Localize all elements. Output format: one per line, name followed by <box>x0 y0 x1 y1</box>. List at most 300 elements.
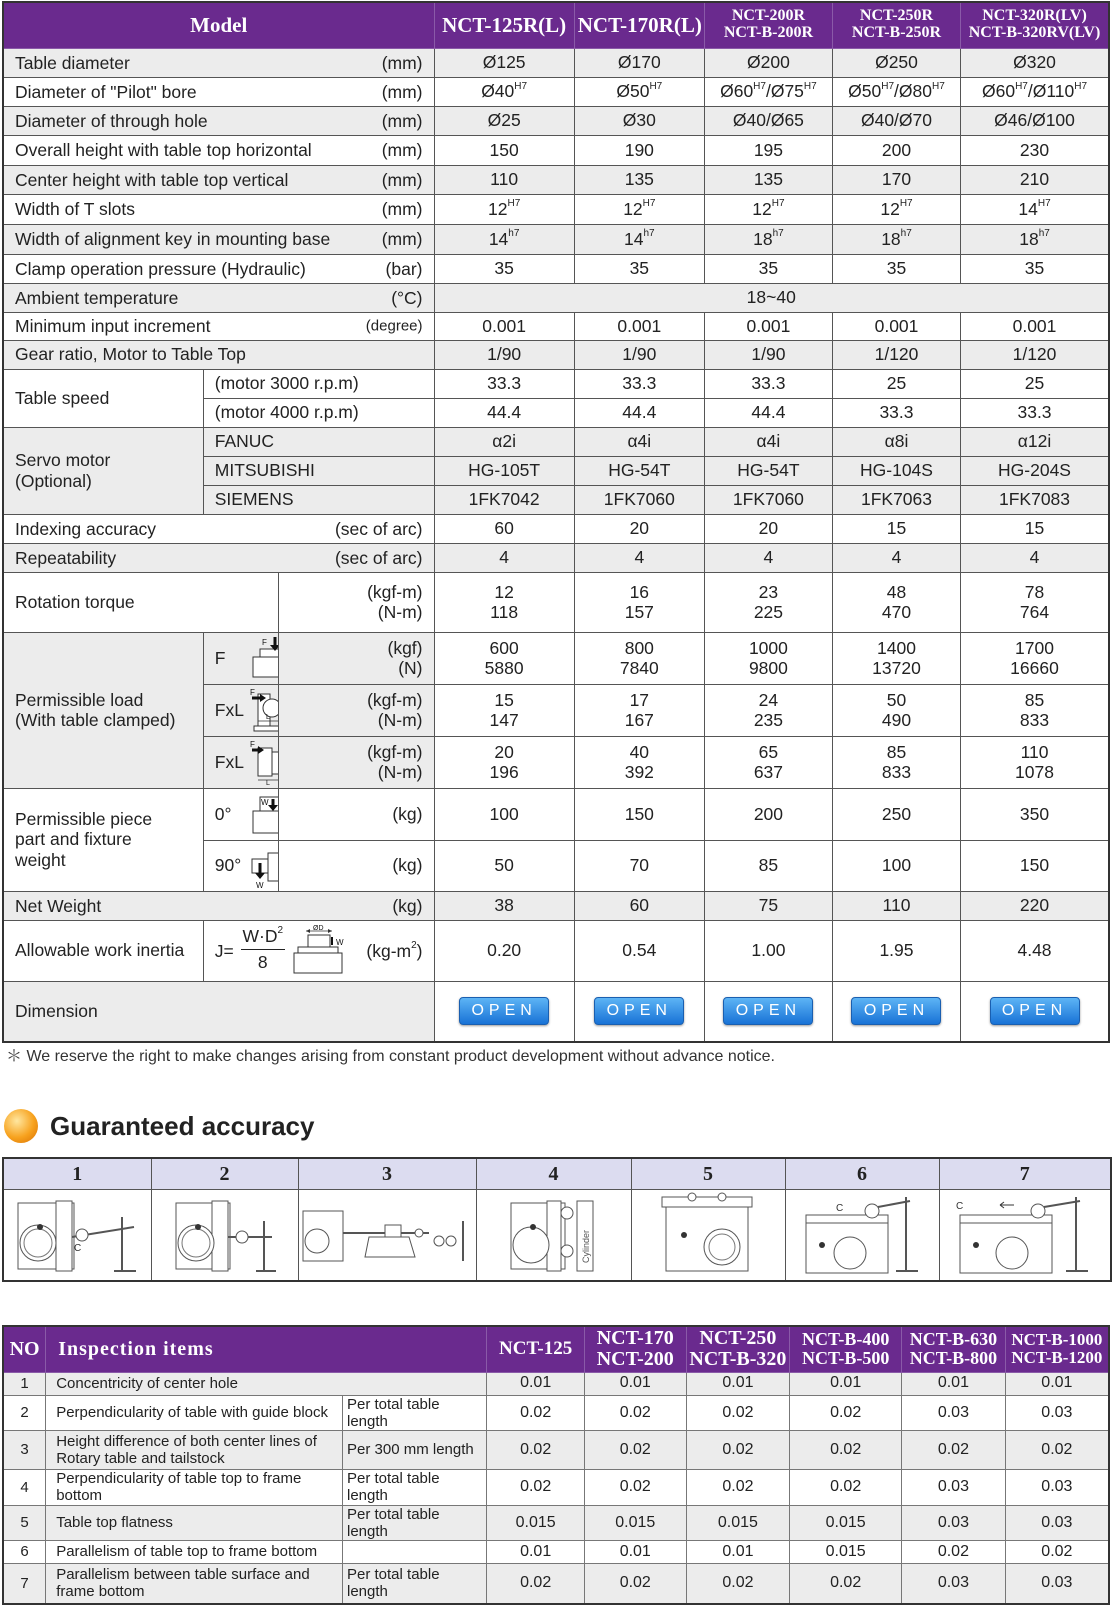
open-dimension-button-1[interactable]: OPEN <box>459 997 549 1025</box>
open-dimension-button-3[interactable]: OPEN <box>723 997 813 1025</box>
accuracy-col-header: 4 <box>476 1158 631 1190</box>
cell-value: $12^{H7}$ <box>704 194 832 224</box>
row-table-diameter <box>3 48 1109 77</box>
inspection-item: Table top flatness <box>46 1505 343 1541</box>
row-sublabel: SIEMENS <box>203 485 434 514</box>
formula-lhs: J= <box>214 940 234 961</box>
cell-value: Ø320 <box>961 48 1109 77</box>
cell-value: 170 <box>832 165 960 194</box>
cell-value: 195 <box>704 135 832 165</box>
row-sublabel: (motor 4000 r.p.m) <box>203 398 434 427</box>
row-table-speed-1 <box>3 369 1109 398</box>
model-header: Model <box>3 2 434 48</box>
inspection-model-header: NCT-B-630 NCT-B-800 <box>902 1326 1006 1372</box>
row-label: Diameter of through hole (mm) <box>3 106 434 135</box>
open-dimension-button-5[interactable]: OPEN <box>990 997 1080 1025</box>
accuracy-diagram-6 <box>785 1190 939 1282</box>
svg-text:C: C <box>955 1201 963 1212</box>
cell-value: $Ø40^{H7}$ <box>434 77 574 106</box>
cell-value: 1FK7060 <box>704 485 832 514</box>
row-label: Width of T slots (mm) <box>3 194 434 224</box>
cell-value: 210 <box>961 165 1109 194</box>
cell-value: Ø200 <box>704 48 832 77</box>
svg-text:W: W <box>255 880 264 889</box>
accuracy-col-header: 6 <box>785 1158 939 1190</box>
dimension-cell <box>574 981 704 1042</box>
spec-header-row <box>3 2 1109 48</box>
cell-value: 1/90 <box>434 340 574 369</box>
inspection-value: 0.02 <box>790 1431 902 1470</box>
cell-value: 250 <box>832 788 960 840</box>
cell-value: $14^{h7}$ <box>434 224 574 254</box>
cell-value: 200 <box>704 788 832 840</box>
row-label: Ambient temperature (°C) <box>3 283 434 312</box>
cell-value: 85 833 <box>832 736 960 788</box>
cell-value: 35 <box>961 254 1109 283</box>
model-header-5: NCT-320R(LV) NCT-B-320RV(LV) <box>961 2 1109 48</box>
cell-value: $Ø60^{H7}/Ø75^{H7}$ <box>704 77 832 106</box>
inspection-value: 0.02 <box>487 1431 585 1470</box>
inspection-no-header: NO <box>3 1326 46 1372</box>
row-load-f <box>3 632 1109 684</box>
inspection-value: 0.02 <box>790 1470 902 1506</box>
cell-value: 33.3 <box>832 398 960 427</box>
inspection-value: 0.01 <box>487 1541 585 1564</box>
accuracy-diagram-2 <box>151 1190 298 1282</box>
row-net-weight <box>3 891 1109 920</box>
row-sublabel: FANUC <box>203 427 434 456</box>
cell-value: 15 <box>832 514 960 543</box>
cell-value: 15 <box>961 514 1109 543</box>
row-piece-0deg <box>3 788 1109 840</box>
cell-value: 1.00 <box>704 920 832 981</box>
surface-parallelism-diagram-icon <box>940 1191 1110 1279</box>
row-t-slots <box>3 194 1109 224</box>
accuracy-diagram-3 <box>298 1190 476 1282</box>
cell-value: 60 <box>434 514 574 543</box>
svg-text:L: L <box>265 779 270 786</box>
open-dimension-button-2[interactable]: OPEN <box>594 997 684 1025</box>
inspection-value: 0.03 <box>902 1564 1006 1604</box>
inspection-value: 0.02 <box>584 1395 686 1431</box>
cell-value: α4i <box>704 427 832 456</box>
cell-value: 200 <box>832 135 960 165</box>
inspection-value: 0.015 <box>584 1505 686 1541</box>
inspection-value: 0.01 <box>487 1372 585 1395</box>
cell-value: 150 <box>961 840 1109 891</box>
inspection-value: 0.02 <box>487 1470 585 1506</box>
inspection-value: 0.01 <box>584 1372 686 1395</box>
cell-value: 35 <box>832 254 960 283</box>
cell-value: Ø125 <box>434 48 574 77</box>
cell-value: $Ø50^{H7}/Ø80^{H7}$ <box>832 77 960 106</box>
model-header-3: NCT-200R NCT-B-200R <box>704 2 832 48</box>
cell-value: Ø250 <box>832 48 960 77</box>
cell-value: 35 <box>574 254 704 283</box>
cell-value: 24 235 <box>704 684 832 736</box>
svg-text:C: C <box>835 1203 843 1214</box>
svg-text:W: W <box>260 797 269 807</box>
row-label: Servo motor (Optional) <box>3 427 203 514</box>
cell-value: 150 <box>434 135 574 165</box>
cell-value: 230 <box>961 135 1109 165</box>
cell-value: 1FK7083 <box>961 485 1109 514</box>
row-label: Gear ratio, Motor to Table Top <box>3 340 434 369</box>
inspection-model-header: NCT-B-400 NCT-B-500 <box>790 1326 902 1372</box>
inspection-value: 0.02 <box>902 1541 1006 1564</box>
cell-value: 0.20 <box>434 920 574 981</box>
accuracy-diagram-4 <box>476 1190 631 1282</box>
cell-value: 44.4 <box>704 398 832 427</box>
load-fxl-front-diagram-icon <box>250 740 279 786</box>
cell-value: 1FK7060 <box>574 485 704 514</box>
row-label: Clamp operation pressure (Hydraulic) (bar) <box>3 254 434 283</box>
cell-value: 65 637 <box>704 736 832 788</box>
row-sublabel: FxL F L <box>203 736 278 788</box>
inspection-item: Perpendicularity of table top to frame bottom <box>46 1470 343 1506</box>
row-through-hole <box>3 106 1109 135</box>
cell-value: $12^{H7}$ <box>434 194 574 224</box>
accuracy-col-header: 1 <box>3 1158 151 1190</box>
inspection-value: 0.02 <box>686 1564 790 1604</box>
inspection-condition <box>343 1541 487 1564</box>
svg-text:F: F <box>261 637 267 647</box>
open-dimension-button-4[interactable]: OPEN <box>851 997 941 1025</box>
row-label: Dimension <box>3 981 434 1042</box>
cell-value: 100 <box>434 788 574 840</box>
inspection-item: Concentricity of center hole <box>46 1372 487 1395</box>
row-repeatability <box>3 543 1109 572</box>
cell-value: Ø46/Ø100 <box>961 106 1109 135</box>
inspection-no: 7 <box>3 1564 46 1604</box>
row-units: (kgf-m) (N-m) <box>278 572 434 632</box>
row-label: Allowable work inertia <box>3 920 203 981</box>
cell-value: 600 5880 <box>434 632 574 684</box>
cell-value: $12^{H7}$ <box>832 194 960 224</box>
cell-value: 1/90 <box>704 340 832 369</box>
cell-value: 78 764 <box>961 572 1109 632</box>
inspection-model-header: NCT-B-1000 NCT-B-1200 <box>1005 1326 1109 1372</box>
inspection-model-header: NCT-250 NCT-B-320 <box>686 1326 790 1372</box>
formula-fraction: $W\cdot D^2$ 8 <box>242 924 284 972</box>
cell-value: 44.4 <box>574 398 704 427</box>
inspection-value: 0.015 <box>487 1505 585 1541</box>
cell-value: 70 <box>574 840 704 891</box>
cell-value: 800 7840 <box>574 632 704 684</box>
cell-value: 0.001 <box>704 312 832 340</box>
accuracy-col-header: 7 <box>939 1158 1111 1190</box>
cell-value: 4 <box>832 543 960 572</box>
inspection-condition: Per 300 mm length <box>343 1431 487 1470</box>
inspection-row <box>3 1431 1109 1470</box>
svg-text:W: W <box>335 937 344 947</box>
inspection-value: 0.01 <box>686 1541 790 1564</box>
piece-90deg-diagram-icon <box>248 845 279 889</box>
frame-perpendicularity-diagram-icon <box>477 1191 630 1279</box>
cell-value: 44.4 <box>434 398 574 427</box>
cell-value: 0.001 <box>574 312 704 340</box>
inspection-condition: Per total table length <box>343 1505 487 1541</box>
row-center-height <box>3 165 1109 194</box>
cell-value: α2i <box>434 427 574 456</box>
row-label: Repeatability (sec of arc) <box>3 543 434 572</box>
accuracy-diagram-1 <box>3 1190 151 1282</box>
orange-bullet-icon <box>4 1109 38 1143</box>
cell-value: 50 <box>434 840 574 891</box>
row-servo-fanuc <box>3 427 1109 456</box>
row-alignment-key <box>3 224 1109 254</box>
row-ambient-temp <box>3 283 1109 312</box>
cell-value: 110 <box>832 891 960 920</box>
accuracy-diagram-5 <box>631 1190 785 1282</box>
inspection-no: 4 <box>3 1470 46 1506</box>
inspection-value: 0.03 <box>1005 1470 1109 1506</box>
row-overall-height <box>3 135 1109 165</box>
inspection-value: 0.02 <box>686 1470 790 1506</box>
perpendicularity-guide-diagram-icon <box>152 1191 298 1279</box>
cell-value: 220 <box>961 891 1109 920</box>
cell-value: HG-104S <box>832 456 960 485</box>
accuracy-diagram-table <box>2 1157 1112 1282</box>
cell-value: α8i <box>832 427 960 456</box>
cell-value: 1/90 <box>574 340 704 369</box>
inspection-value: 0.01 <box>686 1372 790 1395</box>
tailstock-alignment-diagram-icon <box>299 1191 475 1279</box>
row-label: Overall height with table top horizontal (mm) <box>3 135 434 165</box>
cell-value: 1.95 <box>832 920 960 981</box>
row-label: Permissible load (With table clamped) <box>3 632 203 788</box>
inspection-value: 0.02 <box>584 1431 686 1470</box>
disclaimer-note: ＊ We reserve the right to make changes arising from constant product development without advance notice. <box>6 1048 775 1065</box>
model-header-4: NCT-250R NCT-B-250R <box>832 2 960 48</box>
cell-value: $14^{h7}$ <box>574 224 704 254</box>
inspection-model-header: NCT-170 NCT-200 <box>584 1326 686 1372</box>
accuracy-diagram-row <box>3 1190 1111 1282</box>
inspection-value: 0.01 <box>584 1541 686 1564</box>
cell-value: 18~40 <box>434 283 1109 312</box>
cell-value: 4 <box>961 543 1109 572</box>
row-gear-ratio <box>3 340 1109 369</box>
cell-value: 1700 16660 <box>961 632 1109 684</box>
concentricity-test-diagram-icon <box>4 1191 150 1279</box>
cell-value: 48 470 <box>832 572 960 632</box>
accuracy-header-row <box>3 1158 1111 1190</box>
inspection-value: 0.015 <box>790 1541 902 1564</box>
cell-value: 33.3 <box>574 369 704 398</box>
cell-value: 50 490 <box>832 684 960 736</box>
row-min-increment <box>3 312 1109 340</box>
cell-value: Ø40/Ø70 <box>832 106 960 135</box>
cell-value: α12i <box>961 427 1109 456</box>
row-indexing-accuracy <box>3 514 1109 543</box>
inertia-unit: $(kg-m^2)$ <box>366 939 423 961</box>
row-units: (kgf-m) (N-m) <box>278 684 434 736</box>
cell-value: 110 <box>434 165 574 194</box>
inspection-value: 0.03 <box>902 1395 1006 1431</box>
row-label: Indexing accuracy (sec of arc) <box>3 514 434 543</box>
inspection-condition: Per total table length <box>343 1564 487 1604</box>
inspection-value: 0.03 <box>1005 1395 1109 1431</box>
accuracy-col-header: 5 <box>631 1158 785 1190</box>
svg-text:F: F <box>249 739 255 749</box>
cell-value: 1/120 <box>832 340 960 369</box>
cell-value: 33.3 <box>704 369 832 398</box>
svg-text:ØD: ØD <box>312 924 324 932</box>
cell-value: 0.001 <box>434 312 574 340</box>
cell-value: 0.54 <box>574 920 704 981</box>
inspection-no: 5 <box>3 1505 46 1541</box>
cell-value: $18^{h7}$ <box>832 224 960 254</box>
row-work-inertia <box>3 920 1109 981</box>
row-label: Net Weight (kg) <box>3 891 434 920</box>
inspection-value: 0.02 <box>1005 1541 1109 1564</box>
inspection-condition: Per total table length <box>343 1470 487 1506</box>
cell-value: 150 <box>574 788 704 840</box>
inspection-value: 0.02 <box>790 1564 902 1604</box>
cell-value: 20 196 <box>434 736 574 788</box>
cell-value: $18^{h7}$ <box>961 224 1109 254</box>
row-label: Table diameter (mm) <box>3 48 434 77</box>
cell-value: 85 833 <box>961 684 1109 736</box>
inspection-value: 0.02 <box>686 1395 790 1431</box>
cell-value: 110 1078 <box>961 736 1109 788</box>
row-sublabel: 90° W <box>203 840 278 891</box>
cell-value: 1400 13720 <box>832 632 960 684</box>
inertia-diagram-icon <box>292 925 350 977</box>
cell-value: 350 <box>961 788 1109 840</box>
svg-text:F: F <box>249 687 255 697</box>
inspection-no: 2 <box>3 1395 46 1431</box>
cell-value: 23 225 <box>704 572 832 632</box>
row-pilot-bore <box>3 77 1109 106</box>
cell-value: 38 <box>434 891 574 920</box>
inspection-value: 0.02 <box>686 1431 790 1470</box>
cell-value: HG-204S <box>961 456 1109 485</box>
inspection-value: 0.03 <box>1005 1564 1109 1604</box>
row-units: (kgf) (N) <box>278 632 434 684</box>
cell-value: 190 <box>574 135 704 165</box>
row-label: Table speed <box>3 369 203 427</box>
inertia-formula <box>203 920 434 981</box>
row-label: Width of alignment key in mounting base (mm) <box>3 224 434 254</box>
cell-value: 60 <box>574 891 704 920</box>
cell-value: 35 <box>704 254 832 283</box>
cell-value: 33.3 <box>961 398 1109 427</box>
inspection-value: 0.02 <box>790 1395 902 1431</box>
cell-value: 20 <box>704 514 832 543</box>
flatness-test-diagram-icon <box>632 1191 784 1279</box>
cell-value: 0.001 <box>832 312 960 340</box>
cell-value: Ø25 <box>434 106 574 135</box>
row-rotation-torque <box>3 572 1109 632</box>
row-units: (kg) <box>278 788 434 840</box>
inspection-value: 0.02 <box>584 1470 686 1506</box>
accuracy-diagram-7 <box>939 1190 1111 1282</box>
cell-value: 135 <box>704 165 832 194</box>
cell-value: 4 <box>704 543 832 572</box>
cell-value: 33.3 <box>434 369 574 398</box>
cell-value: HG-105T <box>434 456 574 485</box>
accuracy-col-header: 2 <box>151 1158 298 1190</box>
row-sublabel: MITSUBISHI <box>203 456 434 485</box>
inspection-row <box>3 1470 1109 1506</box>
inspection-header-row <box>3 1326 1109 1372</box>
svg-text:L: L <box>265 713 270 721</box>
inspection-items-header: Inspection items <box>46 1326 487 1372</box>
parallelism-test-diagram-icon <box>786 1191 938 1279</box>
inspection-item: Height difference of both center lines of Rotary table and tailstock <box>46 1431 343 1470</box>
cell-value: Ø30 <box>574 106 704 135</box>
model-header-1: NCT-125R(L) <box>434 2 574 48</box>
load-f-diagram-icon <box>250 637 279 681</box>
inspection-value: 0.03 <box>902 1470 1006 1506</box>
dimension-cell <box>434 981 574 1042</box>
inspection-item: Parallelism between table surface and frame bottom <box>46 1564 343 1604</box>
cell-value: $Ø60^{H7}/Ø110^{H7}$ <box>961 77 1109 106</box>
inspection-value: 0.03 <box>1005 1505 1109 1541</box>
row-sublabel: FxL F L <box>203 684 278 736</box>
inspection-row <box>3 1395 1109 1431</box>
cell-value: 40 392 <box>574 736 704 788</box>
inspection-row <box>3 1372 1109 1395</box>
cell-value: HG-54T <box>704 456 832 485</box>
svg-text:Cylinder: Cylinder <box>580 1229 591 1263</box>
inspection-value: 0.02 <box>902 1431 1006 1470</box>
row-label: Minimum input increment (degree) <box>3 312 434 340</box>
inspection-value: 0.01 <box>790 1372 902 1395</box>
inspection-item: Parallelism of table top to frame bottom <box>46 1541 343 1564</box>
inspection-row <box>3 1505 1109 1541</box>
cell-value: 135 <box>574 165 704 194</box>
row-label: Rotation torque <box>3 572 278 632</box>
cell-value: 25 <box>961 369 1109 398</box>
cell-value: α4i <box>574 427 704 456</box>
inspection-value: 0.02 <box>584 1564 686 1604</box>
row-label: Permissible piece part and fixture weight <box>3 788 203 891</box>
inspection-row <box>3 1541 1109 1564</box>
accuracy-section-title <box>4 1106 314 1146</box>
cell-value: 4 <box>574 543 704 572</box>
cell-value: 17 167 <box>574 684 704 736</box>
inspection-condition: Per total table length <box>343 1395 487 1431</box>
inspection-no: 3 <box>3 1431 46 1470</box>
accuracy-col-header: 3 <box>298 1158 476 1190</box>
cell-value: 100 <box>832 840 960 891</box>
load-fxl-side-diagram-icon <box>250 688 279 734</box>
row-units: (kg) <box>278 840 434 891</box>
inspection-value: 0.015 <box>686 1505 790 1541</box>
cell-value: 12 118 <box>434 572 574 632</box>
cell-value: 15 147 <box>434 684 574 736</box>
inspection-item: Perpendicularity of table with guide block <box>46 1395 343 1431</box>
cell-value: 1FK7042 <box>434 485 574 514</box>
cell-value: 75 <box>704 891 832 920</box>
piece-0deg-diagram-icon <box>250 793 279 837</box>
cell-value: 20 <box>574 514 704 543</box>
cell-value: 85 <box>704 840 832 891</box>
dimension-cell <box>704 981 832 1042</box>
spec-table <box>2 1 1110 1043</box>
cell-value: $18^{h7}$ <box>704 224 832 254</box>
inspection-value: 0.03 <box>902 1505 1006 1541</box>
inspection-no: 1 <box>3 1372 46 1395</box>
cell-value: Ø170 <box>574 48 704 77</box>
inspection-value: 0.02 <box>487 1564 585 1604</box>
cell-value: 25 <box>832 369 960 398</box>
cell-value: 1/120 <box>961 340 1109 369</box>
cell-value: HG-54T <box>574 456 704 485</box>
row-label: Center height with table top vertical (mm) <box>3 165 434 194</box>
